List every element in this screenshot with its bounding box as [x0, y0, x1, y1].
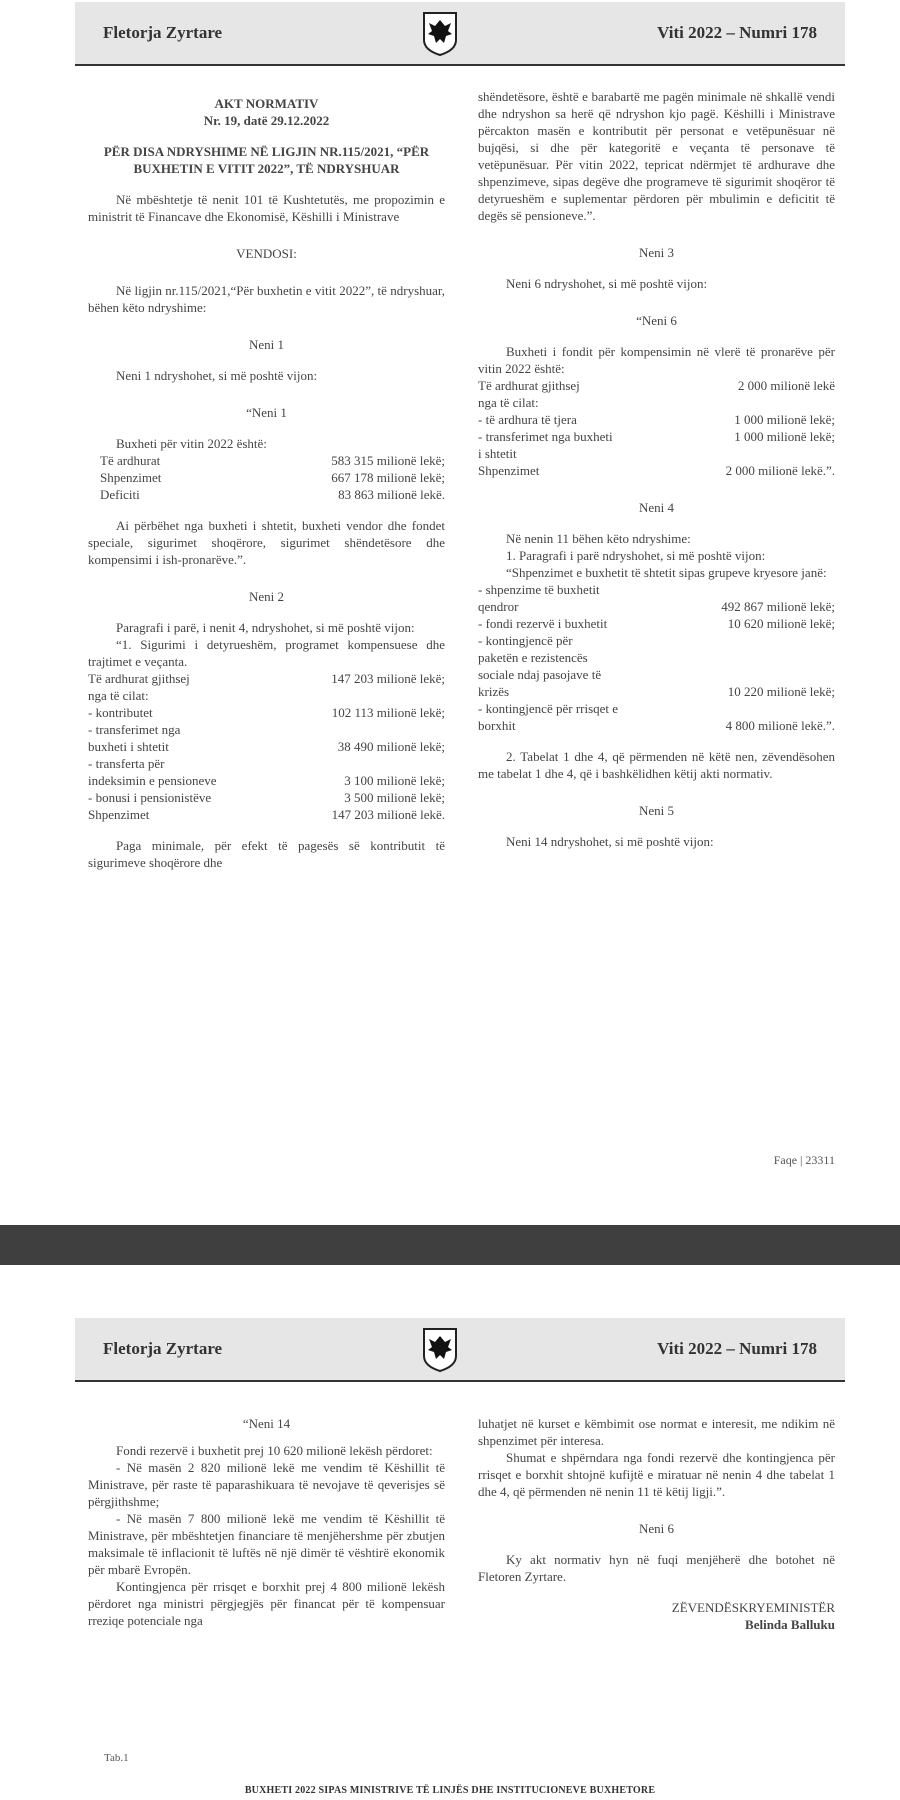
- table-row: - kontributet 102 113 milionë lekë;: [88, 705, 445, 720]
- table-row: Të ardhurat 583 315 milionë lekë;: [100, 453, 445, 468]
- page-separator: [0, 1225, 900, 1265]
- right-column-2: [478, 1415, 835, 1633]
- neni2-heading: Neni 2: [248, 589, 285, 604]
- table-row: Deficiti 83 863 milionë lekë.: [100, 487, 445, 502]
- neni1-lead: Buxheti për vitin 2022 është:: [116, 436, 267, 451]
- table-row: qendror 492 867 milionë lekë;: [478, 599, 835, 614]
- intro: Në ligjin nr.115/2021,“Për buxhetin e vitit 2022”, të ndryshuar, bëhen këto ndryshime:: [88, 283, 445, 315]
- table-row: Shpenzimet 667 178 milionë lekë;: [100, 470, 445, 485]
- neni2-table: [88, 670, 445, 823]
- table-row: paketën e rezistencës: [478, 650, 588, 665]
- table-row: borxhit 4 800 milionë lekë.”.: [478, 718, 835, 733]
- header-title: Fletorja Zyrtare: [103, 23, 223, 42]
- neni14-p5: Shumat e shpërndara nga fondi rezervë dhe kontingjenca për rrisqet e borxhit shtojnë kufijtë e miratuar në nenin 4 dhe tabelat 1 dhe 4, që përmenden në nenin 11 të këtij ligji.”.: [478, 1450, 835, 1499]
- neni2-closing: shëndetësore, është e barabartë me pagën minimale në shkallë vendi dhe ndryshon sa herë që ndryshon kjo pagë. Këshilli i Ministrave përcakton masën e kontributit për personat e vetëpunësuar në bujqësi, si dhe për kategoritë e veçanta të personave të vetëpunësuar. Për vitin 2022, tepricat ndërmjet të ardhurave dhe shpenzimeve, sipas degëve dhe programeve të sigurimit shoqëror të detyrueshëm e suplementar përdoren për mbulimin e deficitit të degës së pensioneve.”.: [478, 89, 835, 223]
- neni1-quote-heading: “Neni 1: [246, 405, 287, 420]
- table-row: buxheti i shtetit 38 490 milionë lekë;: [88, 739, 445, 754]
- neni1-table: [88, 452, 445, 503]
- neni1-text: Neni 1 ndryshohet, si më poshtë vijon:: [116, 368, 318, 383]
- table-row: sociale ndaj pasojave të: [478, 667, 602, 682]
- table-row: - transferimet nga buxheti 1 000 milionë lekë;: [478, 429, 835, 444]
- neni3-lead: Buxheti i fondit për kompensimin në vlerë të pronarëve për vitin 2022 është:: [478, 344, 835, 376]
- table-row: - kontingjencë për: [478, 633, 573, 648]
- neni2-quote: “1. Sigurimi i detyrueshëm, programet kompensuese dhe trajtimet e veçanta.: [88, 637, 445, 669]
- page-number: Faqe | 23311: [773, 1153, 835, 1167]
- neni1-closing: Ai përbëhet nga buxheti i shtetit, buxheti vendor dhe fondet speciale, sigurimet shoqërore, sigurimet shëndetësore dhe kompensimi i ish-pronarëve.”.: [88, 518, 445, 567]
- table-row: - transferimet nga: [88, 722, 181, 737]
- albanian-eagle-icon: [421, 10, 459, 56]
- table-row: nga të cilat:: [88, 688, 149, 703]
- table-row: Shpenzimet 147 203 milionë lekë.: [88, 807, 445, 822]
- neni1-heading: Neni 1: [248, 337, 285, 352]
- header-issue: Viti 2022 – Numri 178: [657, 1339, 817, 1358]
- act-number: Nr. 19, datë 29.12.2022: [203, 113, 330, 128]
- table-title: BUXHETI 2022 SIPAS MINISTRIVE TË LINJËS DHE INSTITUCIONEVE BUXHETORE: [244, 1785, 656, 1796]
- page-2: [0, 1265, 900, 1800]
- neni14-p1: Fondi rezervë i buxhetit prej 10 620 milionë lekësh përdoret:: [116, 1443, 433, 1458]
- act-type: AKT NORMATIV: [214, 96, 319, 111]
- neni5-text: Neni 14 ndryshohet, si më poshtë vijon:: [506, 834, 714, 849]
- vendosi: VENDOSI:: [236, 246, 297, 261]
- table-row: nga të cilat:: [478, 395, 539, 410]
- left-column: [88, 95, 445, 871]
- neni4-table: [478, 581, 835, 734]
- table-row: - bonusi i pensionistëve 3 500 milionë lekë;: [88, 790, 445, 805]
- neni4-item2: 2. Tabelat 1 dhe 4, që përmenden në këtë nen, zëvendësohen me tabelat 1 dhe 4, që i bashkëlidhen këtij akti normativ.: [478, 749, 835, 781]
- table-label: Tab.1: [104, 1752, 129, 1764]
- albanian-eagle-icon: [421, 1326, 459, 1372]
- neni14-p4: Kontingjenca për rrisqet e borxhit prej 4 800 milionë lekësh përdoret nga ministri përgjegjës për financat për të kompensuar rreziqe potenciale nga: [88, 1579, 445, 1628]
- neni6-text: Ky akt normativ hyn në fuqi menjëherë dhe botohet në Fletoren Zyrtare.: [478, 1552, 835, 1584]
- table-row: - shpenzime të buxhetit: [478, 582, 600, 597]
- neni6-heading: Neni 6: [638, 1521, 675, 1536]
- table-row: indeksimin e pensioneve 3 100 milionë lekë;: [88, 773, 445, 788]
- header-title: Fletorja Zyrtare: [103, 1339, 223, 1358]
- neni4-heading: Neni 4: [638, 500, 675, 515]
- table-row: - fondi rezervë i buxhetit 10 620 milionë lekë;: [478, 616, 835, 631]
- neni5-heading: Neni 5: [638, 803, 675, 818]
- neni14-p4-cont: luhatjet në kurset e këmbimit ose normat e interesit, me ndikim në shpenzimet për interesa.: [478, 1416, 835, 1448]
- table-row: - kontingjencë për rrisqet e: [478, 701, 619, 716]
- header-issue: Viti 2022 – Numri 178: [657, 23, 817, 42]
- table-row: Të ardhurat gjithsej 147 203 milionë lekë;: [88, 671, 445, 686]
- neni14-p3: - Në masën 7 800 milionë lekë me vendim të Këshillit të Ministrave, për mbështetjen financiare të menjëhershme për zbutjen maksimale të inflacionit të luftës në një dimër të vështirë ekonomik për mbarë Evropën.: [88, 1511, 445, 1577]
- gazette-header: [75, 2, 845, 66]
- neni3-heading: Neni 3: [638, 245, 675, 260]
- table-row: krizës 10 220 milionë lekë;: [478, 684, 835, 699]
- preamble: Në mbështetje të nenit 101 të Kushtetutës, me propozimin e ministrit të Financave dhe Ekonomisë, Këshilli i Ministrave: [88, 192, 445, 224]
- table-row: - transferta për: [88, 756, 165, 771]
- table-row: Të ardhurat gjithsej 2 000 milionë lekë: [478, 378, 835, 393]
- neni4-quote: “Shpenzimet e buxhetit të shtetit sipas grupeve kryesore janë:: [506, 565, 827, 580]
- neni14-p2: - Në masën 2 820 milionë lekë me vendim të Këshillit të Ministrave, për raste të paparashikuara të nevojave të qeverisjes së përgjithshme;: [88, 1460, 445, 1509]
- neni2-text: Paragrafi i parë, i nenit 4, ndryshohet, si më poshtë vijon:: [116, 620, 415, 635]
- neni14-quote-heading: “Neni 14: [242, 1416, 291, 1431]
- left-column-2: [88, 1415, 445, 1629]
- neni4-item1: 1. Paragrafi i parë ndryshohet, si më poshtë vijon:: [506, 548, 766, 563]
- gazette-header-2: [75, 1318, 845, 1382]
- right-column: [478, 88, 835, 850]
- table-row: Shpenzimet 2 000 milionë lekë.”.: [478, 463, 835, 478]
- signer-name: Belinda Balluku: [745, 1617, 835, 1632]
- neni4-text: Në nenin 11 bëhen këto ndryshime:: [506, 531, 691, 546]
- act-title: PËR DISA NDRYSHIME NË LIGJIN NR.115/2021, “PËR BUXHETIN E VITIT 2022”, TË NDRYSHUAR: [103, 144, 430, 176]
- neni3-text: Neni 6 ndryshohet, si më poshtë vijon:: [506, 276, 708, 291]
- table-row: i shtetit: [478, 446, 517, 461]
- neni3-quote-heading: “Neni 6: [636, 313, 677, 328]
- neni3-table: [478, 377, 835, 479]
- table-row: - të ardhura të tjera 1 000 milionë lekë;: [478, 412, 835, 427]
- neni2-closing-start: Paga minimale, për efekt të pagesës së kontributit të sigurimeve shoqërore dhe: [88, 838, 445, 870]
- signer-title: ZËVENDËSKRYEMINISTËR: [671, 1600, 835, 1615]
